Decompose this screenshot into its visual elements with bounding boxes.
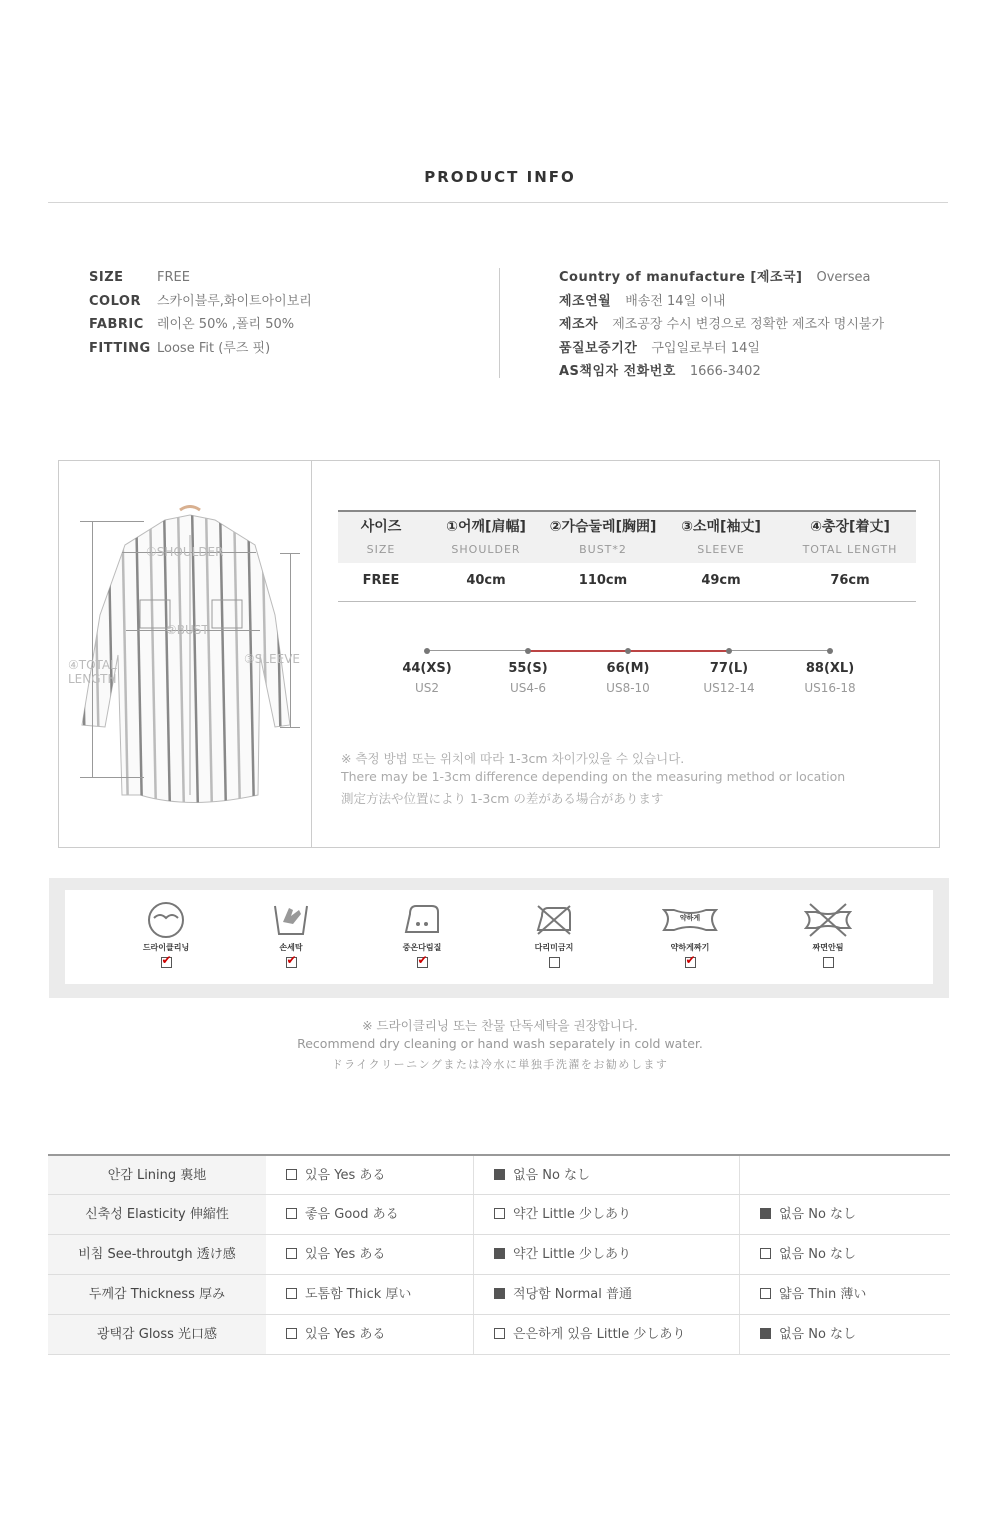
no-iron-icon-svg — [534, 900, 574, 940]
info-row — [559, 337, 884, 361]
total-top-line — [80, 521, 144, 522]
option-checkbox[interactable] — [286, 1328, 297, 1339]
option-label: 약간 Little 少しあり — [513, 1247, 632, 1262]
property-row — [48, 1274, 950, 1315]
property-option[interactable] — [494, 1275, 632, 1315]
care-label: 드라이클리닝 — [142, 943, 190, 952]
care-item — [106, 900, 226, 972]
iron-medium-icon — [362, 900, 482, 940]
column-separator — [739, 1195, 740, 1235]
size-header-en: SIZE — [366, 543, 396, 556]
wring-icon-text: 약하게 — [679, 914, 701, 922]
size-value: FREE — [362, 573, 400, 588]
scale-dot — [726, 648, 732, 654]
scale-dot — [525, 648, 531, 654]
sleeve-line — [290, 553, 291, 727]
sleeve-top-line — [280, 553, 300, 554]
option-label: 적당함 Normal 普通 — [513, 1287, 632, 1302]
care-label: 손세탁 — [279, 943, 303, 952]
size-value: 40cm — [466, 573, 506, 588]
size-box-divider — [311, 461, 312, 847]
size-header-en: BUST*2 — [579, 543, 627, 556]
info-key: FITTING — [89, 340, 151, 356]
care-label: 중온다림질 — [402, 943, 442, 952]
care-item — [494, 900, 614, 972]
option-checkbox[interactable] — [494, 1288, 505, 1299]
page-title: PRODUCT INFO — [424, 168, 576, 186]
scale-size-label: 44(XS) — [402, 661, 452, 676]
property-label: 광택감 Gloss 光口感 — [48, 1315, 266, 1355]
property-option[interactable] — [286, 1275, 411, 1315]
info-value: 스카이블루,화이트아이보리 — [157, 293, 312, 309]
property-table-bottom-rule — [48, 1354, 950, 1355]
care-note-ja: ドライクリーニングまたは冷水に単独手洗濯をお勧めします — [331, 1058, 669, 1071]
care-label: 짜면안됨 — [812, 943, 844, 952]
option-label: 없음 No なし — [513, 1168, 591, 1183]
option-checkbox[interactable] — [760, 1208, 771, 1219]
property-row — [48, 1234, 950, 1275]
info-value: Loose Fit (루즈 핏) — [157, 340, 271, 356]
scale-size-label: 66(M) — [606, 661, 650, 676]
care-checkbox[interactable] — [286, 957, 297, 968]
property-option[interactable] — [494, 1315, 685, 1355]
size-value: 49cm — [701, 573, 741, 588]
option-label: 없음 No なし — [779, 1327, 857, 1342]
property-option[interactable] — [760, 1195, 856, 1235]
scale-size-label: 77(L) — [709, 661, 749, 676]
option-label: 좋음 Good ある — [305, 1207, 399, 1222]
scale-us-label: US12-14 — [703, 681, 755, 695]
option-checkbox[interactable] — [760, 1288, 771, 1299]
option-checkbox[interactable] — [286, 1169, 297, 1180]
info-key: COLOR — [89, 293, 141, 309]
option-checkbox[interactable] — [494, 1328, 505, 1339]
info-row — [89, 266, 312, 290]
property-option[interactable] — [286, 1235, 385, 1275]
care-item — [362, 900, 482, 972]
note-ja: 測定方法や位置により 1-3cm の差がある場合があります — [341, 791, 664, 806]
care-item — [768, 900, 888, 972]
property-option[interactable] — [760, 1275, 866, 1315]
property-row — [48, 1194, 950, 1235]
option-label: 없음 No なし — [779, 1247, 857, 1262]
dry-clean-icon — [106, 900, 226, 940]
size-header: ②가슴둘레[胸囲] — [549, 519, 657, 535]
care-item — [231, 900, 351, 972]
property-row — [48, 1154, 950, 1196]
property-option[interactable] — [760, 1235, 856, 1275]
hand-wash-icon-svg — [271, 900, 311, 940]
option-checkbox[interactable] — [494, 1208, 505, 1219]
size-value: 76cm — [830, 573, 870, 588]
option-label: 있음 Yes ある — [305, 1247, 386, 1262]
info-key: 품질보증기간 — [559, 340, 638, 356]
no-iron-icon — [494, 900, 614, 940]
column-separator — [739, 1156, 740, 1196]
column-separator — [473, 1195, 474, 1235]
size-header-en: TOTAL LENGTH — [802, 543, 898, 556]
scale-size-label: 55(S) — [508, 661, 548, 676]
scale-dot — [424, 648, 430, 654]
option-label: 약간 Little 少しあり — [513, 1207, 632, 1222]
care-checkbox[interactable] — [685, 957, 696, 968]
size-table-bottom-rule — [338, 601, 916, 602]
care-checkbox[interactable] — [549, 957, 560, 968]
property-option[interactable] — [494, 1156, 590, 1196]
property-option[interactable] — [286, 1195, 399, 1235]
size-header: ④총장[着丈] — [810, 519, 890, 535]
column-separator — [473, 1275, 474, 1315]
info-key: AS책임자 전화번호 — [559, 364, 676, 379]
option-checkbox[interactable] — [286, 1208, 297, 1219]
property-row — [48, 1314, 950, 1355]
column-separator — [473, 1235, 474, 1275]
total-label: ④TOTAL — [68, 658, 117, 672]
no-wring-icon-svg — [804, 900, 852, 940]
column-separator — [739, 1315, 740, 1355]
info-divider — [499, 268, 500, 378]
info-key: 제조자 — [559, 317, 599, 332]
info-left — [89, 266, 312, 360]
property-label: 안감 Lining 裏地 — [48, 1156, 266, 1196]
option-checkbox[interactable] — [760, 1328, 771, 1339]
note-ko: ※ 측정 방법 또는 위치에 따라 1-3cm 차이가있을 수 있습니다. — [341, 751, 685, 766]
scale-us-label: US16-18 — [804, 681, 856, 695]
scale-dot — [625, 648, 631, 654]
care-label: 약하게짜기 — [670, 943, 710, 952]
column-separator — [739, 1235, 740, 1275]
title-divider — [48, 202, 948, 203]
column-separator — [473, 1315, 474, 1355]
info-right — [559, 266, 884, 384]
option-label: 도톰함 Thick 厚い — [305, 1287, 412, 1302]
size-header-en: SHOULDER — [451, 543, 521, 556]
column-separator — [739, 1275, 740, 1315]
scale-us-label: US2 — [414, 681, 440, 695]
info-key: Country of manufacture [제조국] — [559, 270, 803, 285]
option-label: 있음 Yes ある — [305, 1327, 386, 1342]
iron-medium-icon-svg — [402, 900, 442, 940]
no-wring-icon — [768, 900, 888, 940]
sleeve-bottom-line — [280, 727, 300, 728]
option-label: 은은하게 있음 Little 少しあり — [513, 1327, 686, 1342]
care-label: 다리미금지 — [534, 943, 574, 952]
option-checkbox[interactable] — [286, 1288, 297, 1299]
hand-wash-icon — [231, 900, 351, 940]
dry-clean-icon-svg — [146, 900, 186, 940]
scale-size-label: 88(XL) — [805, 661, 855, 676]
info-row — [89, 290, 312, 314]
size-header: ③소매[袖丈] — [681, 519, 761, 535]
info-key: 제조연월 — [559, 293, 612, 309]
size-header: ①어깨[肩幅] — [446, 519, 526, 535]
property-label: 비침 See-throutgh 透け感 — [48, 1235, 266, 1275]
care-checkbox[interactable] — [823, 957, 834, 968]
care-checkbox[interactable] — [417, 957, 428, 968]
info-value: 구입일로부터 14일 — [651, 340, 760, 356]
property-label: 두께감 Thickness 厚み — [48, 1275, 266, 1315]
total-length-line — [92, 521, 93, 777]
property-option[interactable] — [286, 1156, 385, 1196]
total-bottom-line — [80, 777, 144, 778]
care-note-en: Recommend dry cleaning or hand wash separately in cold water. — [297, 1036, 703, 1051]
info-value: 배송전 14일 이내 — [625, 293, 726, 309]
info-value: Oversea — [816, 270, 871, 285]
shirt-stripe — [304, 505, 310, 815]
care-checkbox[interactable] — [161, 957, 172, 968]
option-label: 얇음 Thin 薄い — [779, 1287, 867, 1302]
option-checkbox[interactable] — [760, 1248, 771, 1259]
info-row — [559, 313, 884, 337]
info-key: SIZE — [89, 270, 124, 285]
property-option[interactable] — [494, 1195, 631, 1235]
scale-us-label: US8-10 — [606, 681, 650, 695]
note-en: There may be 1-3cm difference depending on the measuring method or location — [341, 769, 846, 784]
wring-gently-icon — [630, 900, 750, 940]
info-row — [559, 290, 884, 314]
info-row — [89, 313, 312, 337]
info-value: 1666-3402 — [689, 364, 761, 379]
column-separator — [473, 1156, 474, 1196]
scale-us-label: US4-6 — [510, 681, 546, 695]
scale-dot — [827, 648, 833, 654]
option-label: 없음 No なし — [779, 1207, 857, 1222]
info-value: 레이온 50% ,폴리 50% — [157, 317, 295, 332]
total-label-2: LENGTH — [68, 672, 117, 686]
shirt-diagram — [70, 505, 310, 819]
bust-label: ②BUST — [166, 623, 209, 637]
property-option[interactable] — [286, 1315, 385, 1355]
care-note-ko: ※ 드라이클리닝 또는 찬물 단독세탁을 권장합니다. — [362, 1018, 638, 1033]
info-row — [89, 337, 312, 361]
info-key: FABRIC — [89, 317, 144, 332]
property-option[interactable] — [494, 1235, 631, 1275]
info-value: FREE — [157, 270, 190, 285]
size-header-en: SLEEVE — [697, 543, 745, 556]
info-row — [559, 266, 884, 290]
property-option[interactable] — [760, 1315, 856, 1355]
care-item — [630, 900, 750, 972]
shoulder-label: ①SHOULDER — [146, 545, 224, 559]
option-label: 있음 Yes ある — [305, 1168, 386, 1183]
sleeve-label: ③SLEEVE — [244, 652, 301, 666]
option-checkbox[interactable] — [494, 1248, 505, 1259]
property-label: 신축성 Elasticity 伸縮性 — [48, 1195, 266, 1235]
size-header: 사이즈 — [360, 519, 402, 535]
option-checkbox[interactable] — [286, 1248, 297, 1259]
info-value: 제조공장 수시 변경으로 정확한 제조자 명시불가 — [612, 317, 885, 332]
size-value: 110cm — [578, 573, 628, 588]
option-checkbox[interactable] — [494, 1169, 505, 1180]
info-row — [559, 360, 884, 384]
